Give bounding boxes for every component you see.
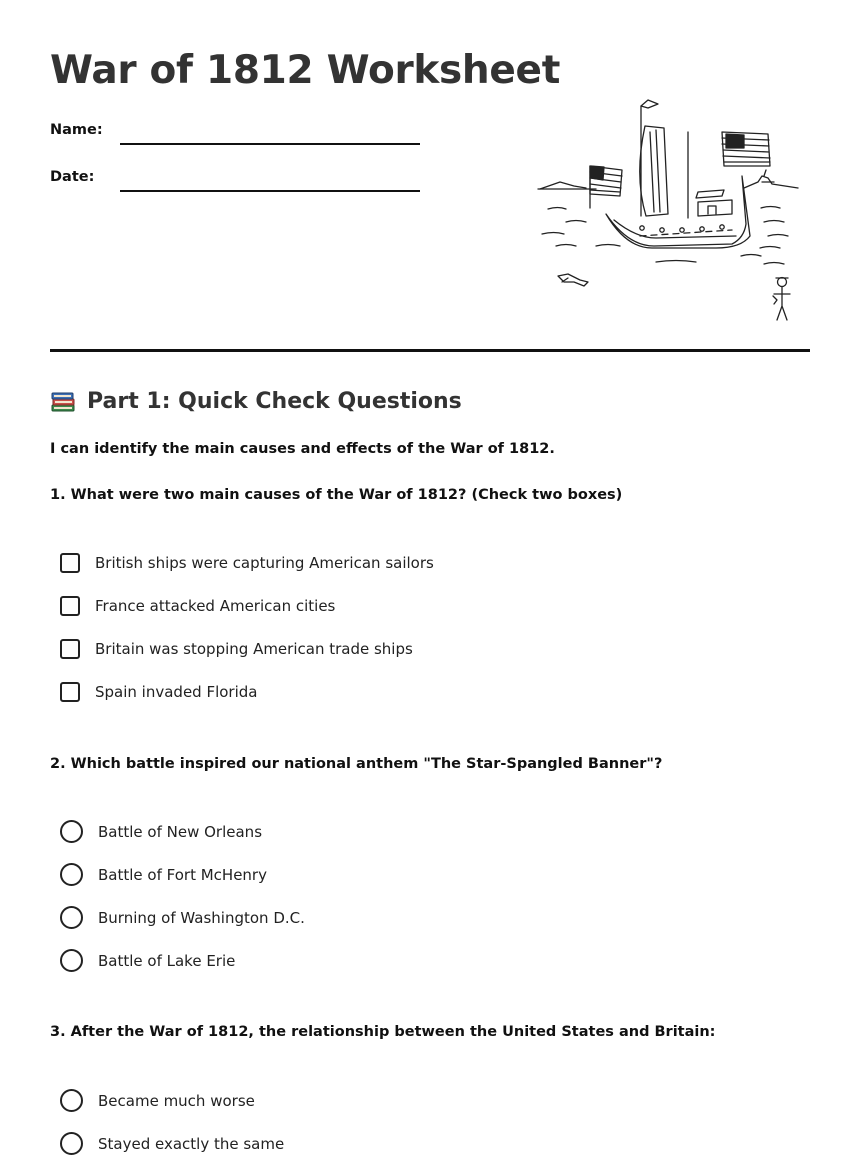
part1-title: Part 1: Quick Check Questions: [87, 388, 462, 414]
question-3-prompt: 3. After the War of 1812, the relationship between the United States and Britain:: [50, 1024, 716, 1040]
question-1-option-2[interactable]: [60, 596, 335, 616]
header-divider: [50, 349, 810, 352]
option-label: Battle of New Orleans: [98, 822, 263, 841]
sailing-ship-illustration: [536, 96, 804, 328]
checkbox[interactable]: [60, 639, 80, 659]
option-label: France attacked American cities: [95, 597, 336, 615]
question-1-option-1[interactable]: [60, 553, 434, 573]
radio-button[interactable]: [60, 863, 83, 886]
option-label: Became much worse: [98, 1091, 255, 1110]
question-1-option-4[interactable]: [60, 682, 257, 702]
radio-button[interactable]: [60, 1089, 83, 1112]
name-field-label: Name:: [50, 122, 103, 138]
radio-button[interactable]: [60, 949, 83, 972]
option-label: Britain was stopping American trade ships: [95, 640, 413, 658]
date-field-line[interactable]: [120, 190, 420, 192]
radio-button[interactable]: [60, 1132, 83, 1155]
option-label: Burning of Washington D.C.: [98, 908, 305, 927]
question-2-option-2[interactable]: [60, 863, 267, 886]
question-3-option-1[interactable]: [60, 1089, 255, 1112]
worksheet-title: War of 1812 Worksheet: [50, 48, 561, 93]
question-3-option-2[interactable]: [60, 1132, 284, 1155]
checkbox[interactable]: [60, 596, 80, 616]
option-label: Spain invaded Florida: [95, 683, 258, 701]
name-field-line[interactable]: [120, 143, 420, 145]
question-2-option-1[interactable]: [60, 820, 262, 843]
radio-button[interactable]: [60, 820, 83, 843]
question-2-option-3[interactable]: [60, 906, 305, 929]
books-icon: [50, 388, 76, 414]
option-label: Battle of Fort McHenry: [98, 865, 267, 884]
checkbox[interactable]: [60, 682, 80, 702]
date-field-label: Date:: [50, 169, 95, 185]
question-1-prompt: 1. What were two main causes of the War of 1812? (Check two boxes): [50, 487, 623, 503]
question-2-option-4[interactable]: [60, 949, 235, 972]
radio-button[interactable]: [60, 906, 83, 929]
option-label: British ships were capturing American sailors: [95, 554, 434, 572]
option-label: Stayed exactly the same: [98, 1134, 285, 1153]
learning-objective: I can identify the main causes and effects of the War of 1812.: [50, 441, 555, 457]
question-1-option-3[interactable]: [60, 639, 413, 659]
question-2-prompt: 2. Which battle inspired our national anthem "The Star-Spangled Banner"?: [50, 756, 663, 772]
part1-heading: [50, 388, 462, 414]
option-label: Battle of Lake Erie: [98, 951, 236, 970]
checkbox[interactable]: [60, 553, 80, 573]
